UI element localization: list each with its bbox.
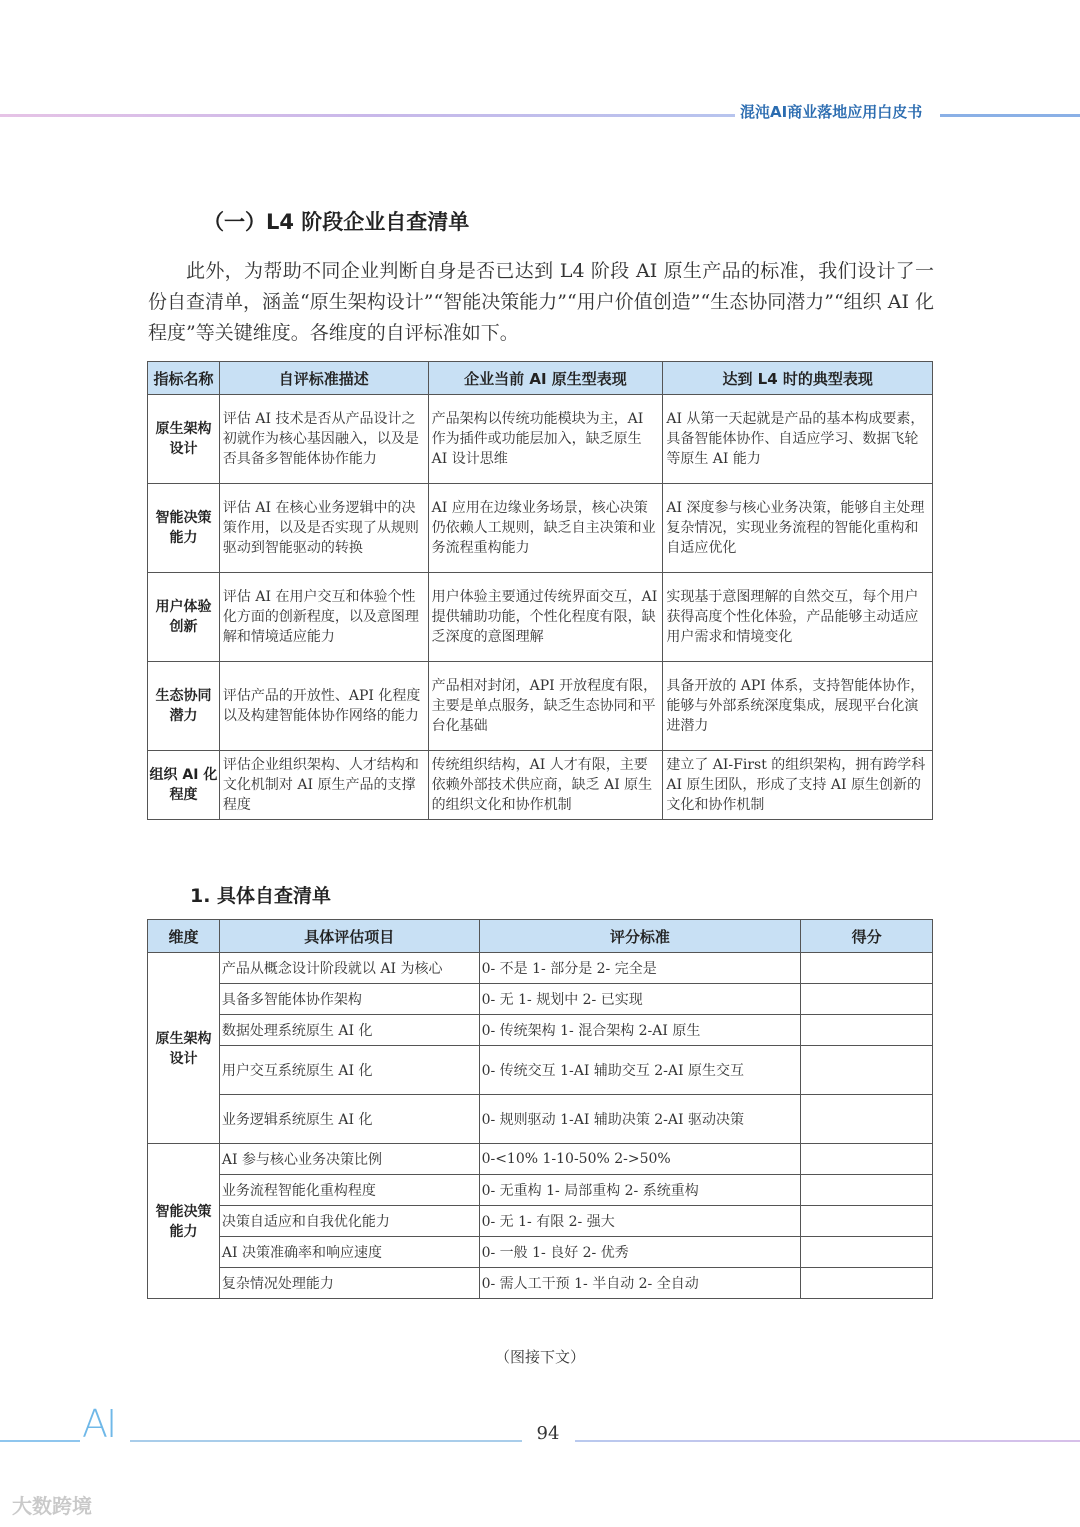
table-row (148, 1206, 933, 1237)
standard-cell: 0- 需人工干预 1- 半自动 2- 全自动 (479, 1268, 801, 1299)
current-cell: 用户体验主要通过传统界面交互，AI 提供辅助功能，个性化程度有限，缺乏深度的意图理解 (428, 573, 663, 662)
item-cell: 具备多智能体协作架构 (219, 984, 479, 1015)
standard-cell: 0- 规则驱动 1-AI 辅助决策 2-AI 驱动决策 (479, 1095, 801, 1144)
current-cell: 产品相对封闭，API 开放程度有限，主要是单点服务，缺乏生态协同和平台化基础 (428, 662, 663, 751)
header-cell: 指标名称 (148, 362, 220, 395)
item-cell: AI 决策准确率和响应速度 (219, 1237, 479, 1268)
header-cell: 企业当前 AI 原生型表现 (428, 362, 663, 395)
standard-cell: 0- 无重构 1- 局部重构 2- 系统重构 (479, 1175, 801, 1206)
item-cell: 业务流程智能化重构程度 (219, 1175, 479, 1206)
table-row (148, 751, 933, 820)
table-row (148, 953, 933, 984)
score-cell[interactable] (801, 1175, 933, 1206)
standard-cell: 0- 不是 1- 部分是 2- 完全是 (479, 953, 801, 984)
header-cell: 评分标准 (479, 920, 801, 953)
table-row (148, 1095, 933, 1144)
standard-cell: 0- 无 1- 有限 2- 强大 (479, 1206, 801, 1237)
intro-paragraph: 此外，为帮助不同企业判断自身是否已达到 L4 阶段 AI 原生产品的标准，我们设计了一份自查清单，涵盖“原生架构设计”“智能决策能力”“用户价值创造”“生态协同潜力”“组织 AI 化程度”等关键维度。各维度的自评标准如下。 (148, 260, 934, 344)
criteria-cell: 评估 AI 在核心业务逻辑中的决策作用，以及是否实现了从规则驱动到智能驱动的转换 (219, 484, 428, 573)
watermark: 大数跨境 (12, 1494, 92, 1518)
standard-cell: 0- 传统交互 1-AI 辅助交互 2-AI 原生交互 (479, 1046, 801, 1095)
table-row (148, 573, 933, 662)
standard-cell: 0-<10% 1-10-50% 2->50% (479, 1144, 801, 1175)
standard-cell: 0- 无 1- 规划中 2- 已实现 (479, 984, 801, 1015)
table-header-row (148, 920, 933, 953)
footer-rule-left (0, 1440, 80, 1442)
header-cell: 维度 (148, 920, 220, 953)
header-cell: 具体评估项目 (219, 920, 479, 953)
standard-cell: 0- 一般 1- 良好 2- 优秀 (479, 1237, 801, 1268)
criteria-cell: 评估企业组织架构、人才结构和文化机制对 AI 原生产品的支撑程度 (219, 751, 428, 820)
table-row (148, 395, 933, 484)
item-cell: 决策自适应和自我优化能力 (219, 1206, 479, 1237)
score-cell[interactable] (801, 1237, 933, 1268)
table-row (148, 1144, 933, 1175)
header-cell: 自评标准描述 (219, 362, 428, 395)
criteria-cell: 评估 AI 技术是否从产品设计之初就作为核心基因融入，以及是否具备多智能体协作能力 (219, 395, 428, 484)
current-cell: 传统组织结构，AI 人才有限，主要依赖外部技术供应商，缺乏 AI 原生的组织文化和协作机制 (428, 751, 663, 820)
item-cell: 复杂情况处理能力 (219, 1268, 479, 1299)
item-cell: AI 参与核心业务决策比例 (219, 1144, 479, 1175)
score-cell[interactable] (801, 1144, 933, 1175)
l4-cell: AI 深度参与核心业务决策，能够自主处理复杂情况，实现业务流程的智能化重构和自适应优化 (663, 484, 933, 573)
table-row (148, 1268, 933, 1299)
score-cell[interactable] (801, 1268, 933, 1299)
criteria-cell: 评估产品的开放性、API 化程度以及构建智能体协作网络的能力 (219, 662, 428, 751)
subsection-title: 1. 具体自查清单 (190, 885, 332, 907)
l4-cell: 具备开放的 API 体系，支持智能体协作，能够与外部系统深度集成，展现平台化演进潜力 (663, 662, 933, 751)
current-cell: AI 应用在边缘业务场景，核心决策仍依赖人工规则，缺乏自主决策和业务流程重构能力 (428, 484, 663, 573)
footer-rule-middle (130, 1440, 522, 1442)
standard-cell: 0- 传统架构 1- 混合架构 2-AI 原生 (479, 1015, 801, 1046)
continued-caption: （图接下文） (494, 1348, 585, 1366)
header-cell: 达到 L4 时的典型表现 (663, 362, 933, 395)
score-cell[interactable] (801, 1015, 933, 1046)
table-row (148, 1046, 933, 1095)
indicator-name: 组织 AI 化程度 (148, 751, 220, 820)
item-cell: 用户交互系统原生 AI 化 (219, 1046, 479, 1095)
header-rule-right (940, 114, 1080, 117)
l4-cell: 建立了 AI-First 的组织架构，拥有跨学科 AI 原生团队，形成了支持 AI 原生创新的文化和协作机制 (663, 751, 933, 820)
detailed-checklist-table (147, 919, 933, 1299)
header-title: 混沌AI商业落地应用白皮书 (740, 103, 923, 121)
section-title: （一）L4 阶段企业自查清单 (203, 210, 470, 234)
indicator-name: 智能决策能力 (148, 484, 220, 573)
table-row (148, 984, 933, 1015)
header-cell: 得分 (801, 920, 933, 953)
table-row (148, 662, 933, 751)
l4-cell: 实现基于意图理解的自然交互，每个用户获得高度个性化体验，产品能够主动适应用户需求和情境变化 (663, 573, 933, 662)
l4-cell: AI 从第一天起就是产品的基本构成要素，具备智能体协作、自适应学习、数据飞轮等原生 AI 能力 (663, 395, 933, 484)
footer-rule-right (575, 1440, 1080, 1442)
table-header-row (148, 362, 933, 395)
current-cell: 产品架构以传统功能模块为主，AI 作为插件或功能层加入，缺乏原生 AI 设计思维 (428, 395, 663, 484)
score-cell[interactable] (801, 1095, 933, 1144)
dimension-cell: 智能决策能力 (148, 1144, 220, 1299)
table-row (148, 1175, 933, 1206)
score-cell[interactable] (801, 984, 933, 1015)
ai-logo: AI (82, 1402, 116, 1446)
score-cell[interactable] (801, 1206, 933, 1237)
self-check-criteria-table (147, 361, 933, 820)
score-cell[interactable] (801, 1046, 933, 1095)
table-row (148, 1015, 933, 1046)
indicator-name: 生态协同潜力 (148, 662, 220, 751)
score-cell[interactable] (801, 953, 933, 984)
page-number: 94 (536, 1423, 560, 1444)
table-row (148, 1237, 933, 1268)
header-rule-left (0, 114, 735, 117)
indicator-name: 原生架构设计 (148, 395, 220, 484)
dimension-cell: 原生架构设计 (148, 953, 220, 1144)
criteria-cell: 评估 AI 在用户交互和体验个性化方面的创新程度，以及意图理解和情境适应能力 (219, 573, 428, 662)
item-cell: 业务逻辑系统原生 AI 化 (219, 1095, 479, 1144)
indicator-name: 用户体验创新 (148, 573, 220, 662)
item-cell: 产品从概念设计阶段就以 AI 为核心 (219, 953, 479, 984)
item-cell: 数据处理系统原生 AI 化 (219, 1015, 479, 1046)
table-row (148, 484, 933, 573)
